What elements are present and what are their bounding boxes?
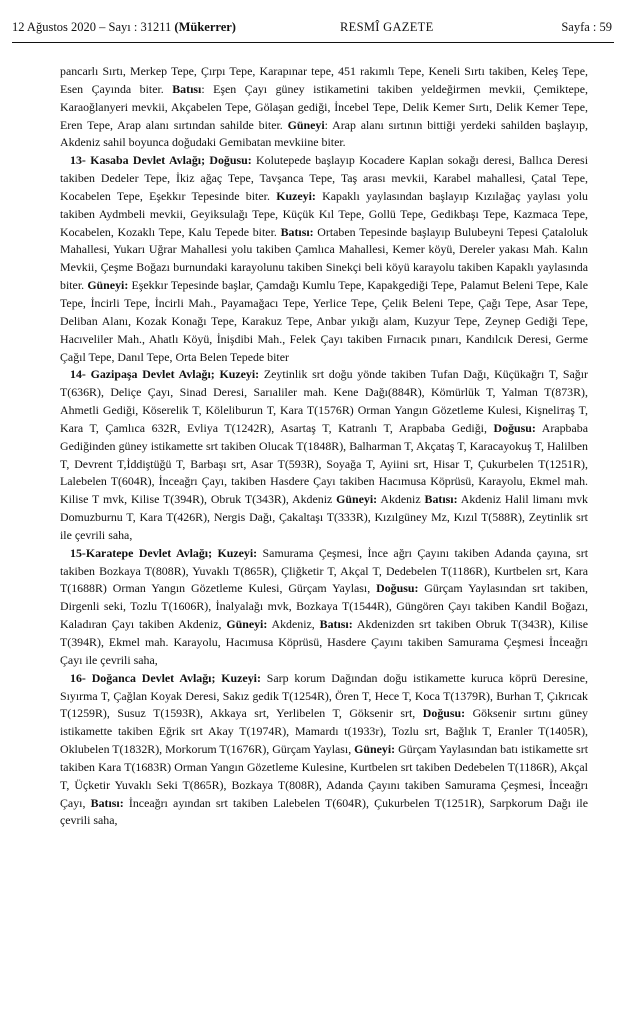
page-header	[12, 20, 612, 38]
header-date-issue: 12 Ağustos 2020 – Sayı : 31211 (Mükerrer)	[12, 20, 236, 34]
article-title: 15-Karatepe Devlet Avlağı; Kuzeyi:	[70, 545, 258, 560]
article-15-paragraph: 15-Karatepe Devlet Avlağı; Kuzeyi: Samurama Çeşmesi, İnce ağrı Çayını takiben Adanda çayına, srt takiben Bozkaya T(808R), Yuvaklı T(865R), Çliğketir T, Akçal T, Dedebelen T(1186R), Kurtbelen srt, Kara T(1688R) Orman Yangın Gözetleme Kulesi, Gürçam Yaylası, Doğusu: Gürçam Yaylasından srt takiben, Dirgenli seki, Tozlu T(1606R), İnalyalağı mvk, Bozkaya T(1544R), Güngören Çayı takiben Kandil Boğazı, Kaladıran Çayı takiben Akdeniz, Güneyi: Akdeniz, Batısı: Akdenizden srt takiben Obruk T(343R), Kilise T(394R), Ekmel mah. Karayolu, Hacımusa Köprüsü, Hasdere Çayını takiben Samurama Çeşmesi İnceağrı Çayı ile çevrili saha,	[60, 545, 588, 667]
article-title: 13- Kasaba Devlet Avlağı; Doğusu:	[70, 153, 252, 168]
header-page-number: Sayfa : 59	[561, 20, 612, 34]
article-title: 16- Doğanca Devlet Avlağı; Kuzeyi:	[70, 670, 261, 685]
document-body	[60, 63, 588, 830]
article-title: 14- Gazipaşa Devlet Avlağı; Kuzeyi:	[70, 367, 260, 382]
header-publication-title: RESMÎ GAZETE	[340, 20, 434, 34]
header-repeat-label: (Mükerrer)	[174, 20, 236, 34]
continuation-paragraph: pancarlı Sırtı, Merkep Tepe, Çırpı Tepe, Karapınar tepe, 451 rakımlı Tepe, Keneli Sırtı takiben, Keleş Tepe, Esen Çayında biter. Batısı: Eşen Çayı güney istikametini takiben yeldeğirmen mevkii, Çemiktepe, Karaoğlanyeri mevkii, Akçabelen Tepe, Gölaşan gediği, İncebel Tepe, Delik Kemer Sırtı, Delik Kemer Tepe, Eren Tepe, Arap alanı sırtından sahilde biter. Güneyi: Arap alanı sırtının bittiği yerdeki sahilden başlayıp, Akdeniz sahil boyunca doğudaki Gemibatan mevkiine biter.	[60, 64, 589, 150]
article-13-paragraph: 13- Kasaba Devlet Avlağı; Doğusu: Kolutepede başlayıp Kocadere Kaplan sokağı deresi, Ballıca Deresi takiben Dedeler Tepe, İkiz ağaç Tepe, Tavşanca Tepe, Taş arası mevkii, Karabel mahallesi, Çatal Tepe, Kocabelen Tepe, Eşekkır Tepesinde biter. Kuzeyi: Kapaklı yaylasından başlayıp Kızılağaç yaylası yolu takiben Aydmbeli mevkii, Geyiksulağı Tepe, Küçük Kıl Tepe, Gollü Tepe, Gedikbaşı Tepe, Kazmaca Tepe, Kocabelen, Kozaklı Tepe, Kalu Tepede biter. Batısı: Ortaben Tepesinde başlayıp Bulubeyni Tepesi Çataloluk Mahallesi, Yukarı Uğrar Mahallesi yolu takiben Çamlıca Mahallesi, Kemer köyü, Dereler yakası Mah. Kalın Mevkii, Çeşme Boğazı burnundaki karayolunu takiben Sinekçi beli köyü karayolu takiben Kapaklı yaylasında biter. Güneyi: Eşekkır Tepesinde başlar, Çamdağı Kumlu Tepe, Kapakgediği Tepe, Palamut Beleni Tepe, Kale Tepe, İncirli Tepe, İncirli Mah., Payamağacı Tepe, Yerlice Tepe, Çelik Beleni Tepe, Çağı Tepe, Asar Tepe, Deliban Alanı, Kozak Konağı Tepe, Karakuz Tepe, Anbar yıkığı alam, Kuzyur Tepe, Zeynep Gediği Tepe, Hacıveliler Mah., Ahatlı Köyü, İnişdibi Mah., Felek Çayı takiben Fırnacık pınarı, Kandılcık Deresi, Germe Çağıl Tepe, Danıl Tepe, Orta Belen Tepede biter	[60, 153, 589, 364]
article-16-paragraph: 16- Doğanca Devlet Avlağı; Kuzeyi: Sarp korum Dağından doğu istikamette kuruca köprü Deresine, Sıyırma T, Çağlan Koyak Deresi, Sakız gedik T(1254R), Ören T, Hece T, Koca T(1379R), Burhan T, Çıkrıcak T(1259R), Susuz T(1593R), Akkaya srt, Yerlibelen T, Göksenir srt, Doğusu: Göksenir sırtını güney istikamette takiben Eğrik srt Akay T(1974R), Mamardı t(1933r), Tozlu srt, Bağlık T, Eranler T(1405R), Oklubelen T(1832R), Morkorum T(1676R), Gürçam Yaylası, Güneyi: Gürçam Yaylasından batı istikamette srt takiben Kara T(1683R) Orman Yangın Gözetleme Kulesine, Kurtbelen srt takiben Dedebelen T(1186R), Akçal T, Üçketir Yuvaklı Seki T(865R), Bozkaya T(808R), Adanda Çayını takiben Samurama Çeşmesi, İnceağrı Çayı, Batısı: İnceağrı ayından srt takiben Lalebelen T(604R), Çukurbelen T(1251R), Sarpkorum Dağı ile çevrili saha,	[60, 670, 589, 828]
header-rule	[12, 42, 614, 43]
article-14-paragraph: 14- Gazipaşa Devlet Avlağı; Kuzeyi: Zeytinlik srt doğu yönde takiben Tufan Dağı, Küçükağrı T, Sağır T(636R), Deliçe Çayı, Sinad Deresi, Sarıaliler mah. Kene Dağı(884R), Kömürlük T, Yalman T(873R), Ahmetli Gediği, Köserelik T, Köleliburun T, Kara T(1576R) Orman Yangın Gözetleme Kulesi, Kişneliтaş T, Kara T, Çamlıca 632R, Evliya T(1242R), Asartaş T, Katranlı T, Arapbaba Gediği, Doğusu: Arapbaba Gediğinden güney istikamette srt takiben Olucak T(1848R), Balharman T, Akçataş T, Karacayokuş T, Halilben T, Devrent T,İddiştüğü T, Barbaşı srt, Asar T(593R), Soyağa T, Ayiini srt, Hisar T, Çukurbelen T(1251R), Lalebelen T(604R), İnceağrı Çayı, takiben Hasdere Çayı takiben Hacımusa Köprüsü, Karayolu, Ekmel mah. Kilise T mvk, Kilise T(394R), Obruk T(343R), Akdeniz Güneyi: Akdeniz Batısı: Akdeniz Halil limanı mvk Domuzburnu T, Kara T(426R), Nergis Dağı, Çakaltaşı T(333R), Kızılgüney Mz, Kızıl T(588R), Zeytinlik srt ile çevrili saha,	[60, 367, 588, 542]
